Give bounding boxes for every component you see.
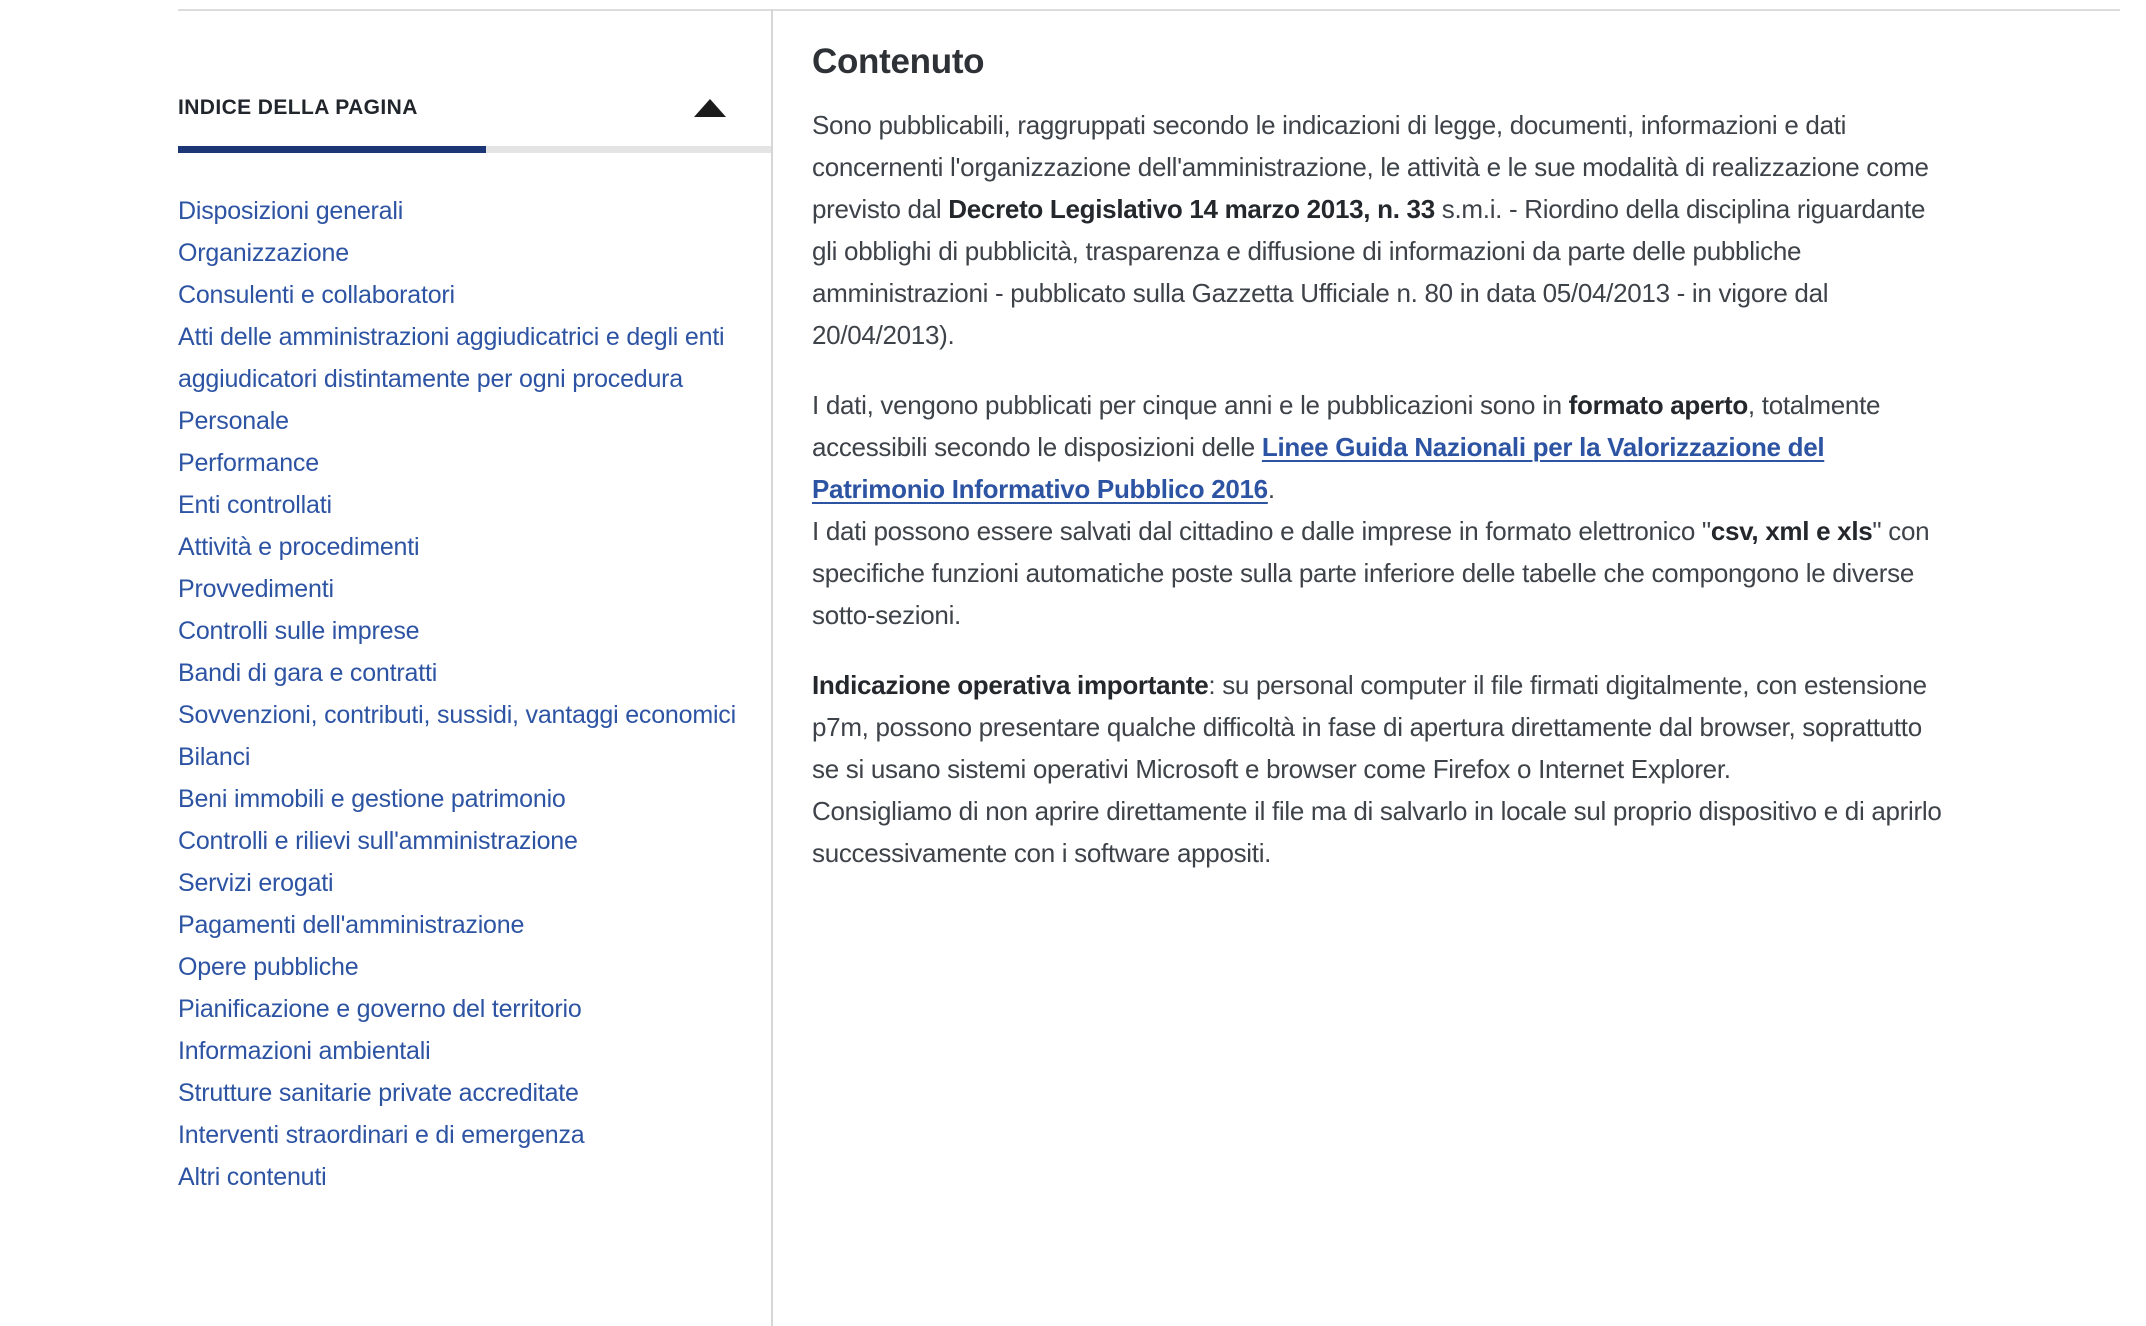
page-index-sidebar — [178, 0, 771, 1326]
content-heading: Contenuto — [812, 42, 985, 81]
index-link-17[interactable]: Pagamenti dell'amministrazione — [178, 911, 525, 939]
index-link-9[interactable]: Provvedimenti — [178, 575, 334, 603]
content-bold-text: formato aperto — [1568, 390, 1748, 420]
index-link-23[interactable]: Altri contenuti — [178, 1163, 327, 1191]
index-link-15[interactable]: Controlli e rilievi sull'amministrazione — [178, 827, 578, 855]
index-link-21[interactable]: Strutture sanitarie private accreditate — [178, 1079, 579, 1107]
content-text: Consigliamo di non aprire direttamente il file ma di salvarlo in locale sul proprio dispositivo e di aprirlo successivamente con i software appositi. — [812, 796, 1942, 868]
index-link-1[interactable]: Disposizioni generali — [178, 197, 404, 225]
content-paragraph-3 — [812, 664, 1942, 874]
index-link-16[interactable]: Servizi erogati — [178, 869, 334, 897]
content-paragraph-1 — [812, 104, 1942, 356]
index-link-2[interactable]: Organizzazione — [178, 239, 349, 267]
column-divider — [771, 9, 773, 1326]
content-text: I dati possono essere salvati dal cittadino e dalle imprese in formato elettronico " — [812, 516, 1711, 546]
sidebar-title: INDICE DELLA PAGINA — [178, 96, 418, 119]
content-text: . — [1267, 474, 1275, 504]
content-bold-text: Decreto Legislativo 14 marzo 2013, n. 33 — [948, 194, 1435, 224]
content-link[interactable]: Linee Guida Nazionali per la Valorizzazione del Patrimonio Informativo Pubblico 2016 — [812, 432, 1825, 504]
index-link-3[interactable]: Consulenti e collaboratori — [178, 281, 455, 309]
index-link-14[interactable]: Beni immobili e gestione patrimonio — [178, 785, 566, 813]
scroll-progress-bar — [178, 146, 771, 153]
content-text: , totalmente accessibili secondo le disposizioni delle — [812, 390, 1881, 462]
content-text: I dati, vengono pubblicati per cinque anni e le pubblicazioni sono in — [812, 390, 1569, 420]
index-link-13[interactable]: Bilanci — [178, 743, 251, 771]
index-link-7[interactable]: Enti controllati — [178, 491, 332, 519]
main-content — [812, 0, 1942, 902]
index-link-18[interactable]: Opere pubbliche — [178, 953, 359, 981]
index-link-22[interactable]: Interventi straordinari e di emergenza — [178, 1121, 585, 1149]
index-link-11[interactable]: Bandi di gara e contratti — [178, 659, 438, 687]
index-link-8[interactable]: Attività e procedimenti — [178, 533, 420, 561]
content-paragraph-2 — [812, 384, 1942, 636]
content-bold-text: csv, xml e xls — [1710, 516, 1873, 546]
index-link-6[interactable]: Performance — [178, 449, 319, 477]
content-text: s.m.i. - Riordino della disciplina riguardante gli obblighi di pubblicità, trasparenza e diffusione di informazioni da parte delle pubbliche amministrazioni - pubblicato sulla Gazzetta Ufficiale n. 80 in data 05/04/2013 - in vigore dal 20/04/2013). — [812, 194, 1926, 350]
content-bold-text: Indicazione operativa importante — [812, 670, 1209, 700]
content-text: Sono pubblicabili, raggruppati secondo le indicazioni di legge, documenti, informazioni e dati concernenti l'organizzazione dell'amministrazione, le attività e le sue modalità di realizzazione come previsto dal — [812, 110, 1929, 224]
index-link-10[interactable]: Controlli sulle imprese — [178, 617, 420, 645]
index-link-12[interactable]: Sovvenzioni, contributi, sussidi, vantaggi economici — [178, 701, 736, 729]
caret-up-icon — [694, 99, 726, 117]
index-link-20[interactable]: Informazioni ambientali — [178, 1037, 431, 1065]
index-link-5[interactable]: Personale — [178, 407, 289, 435]
scroll-progress-fill — [178, 146, 486, 153]
content-text: : su personal computer il file firmati digitalmente, con estensione p7m, possono presentare qualche difficoltà in fase di apertura direttamente dal browser, soprattutto se si usano sistemi operativi Microsoft e browser come Firefox o Internet Explorer. — [812, 670, 1927, 784]
content-text: " con specifiche funzioni automatiche poste sulla parte inferiore delle tabelle che compongono le diverse sotto-sezioni. — [812, 516, 1930, 630]
page-index-nav — [178, 190, 771, 1198]
collapse-button[interactable] — [693, 96, 727, 120]
index-link-19[interactable]: Pianificazione e governo del territorio — [178, 995, 582, 1023]
index-link-4[interactable]: Atti delle amministrazioni aggiudicatrici e degli enti aggiudicatori distintamente per ogni procedura — [178, 323, 725, 393]
